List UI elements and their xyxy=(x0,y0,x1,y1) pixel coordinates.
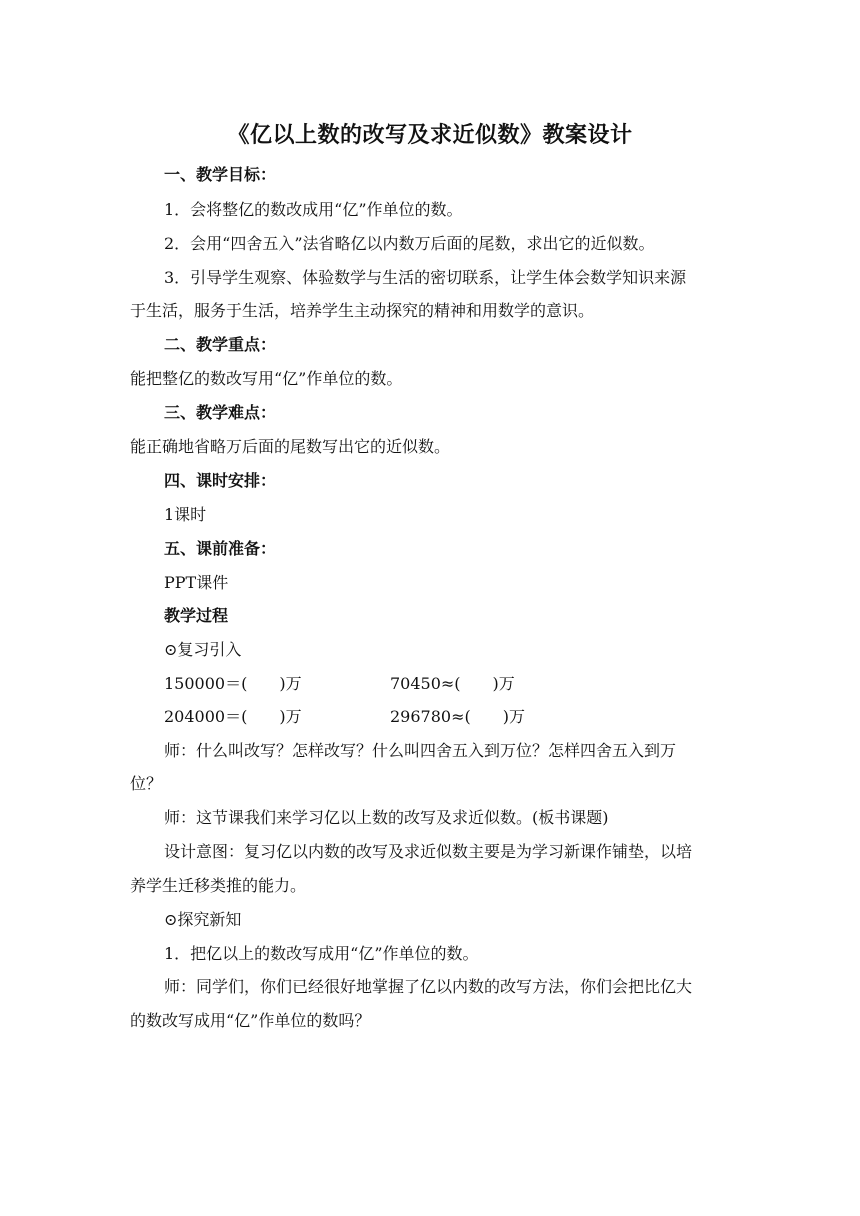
objective-1: 1．会将整亿的数改成用“亿”作单位的数。 xyxy=(164,200,463,219)
design-intent-line2: 养学生迁移类推的能力。 xyxy=(130,876,307,895)
schedule-text: 1课时 xyxy=(164,505,207,524)
teacher-question-line1: 师：什么叫改写？怎样改写？什么叫四舍五入到万位？怎样四舍五入到万 xyxy=(164,741,677,760)
preparation-heading: 五、课前准备： xyxy=(164,539,277,558)
design-intent-line1: 设计意图：复习亿以内数的改写及求近似数主要是为学习新课作铺垫，以培 xyxy=(164,842,693,861)
explore-heading: ⊙探究新知 xyxy=(164,910,242,929)
review-exercise-2-left: 204000＝( )万 xyxy=(164,707,302,726)
key-points-heading: 二、教学重点： xyxy=(164,335,277,354)
objective-2: 2．会用“四舍五入”法省略亿以内数万后面的尾数，求出它的近似数。 xyxy=(164,234,655,253)
review-exercise-2-right: 296780≈( )万 xyxy=(390,707,525,726)
review-heading: ⊙复习引入 xyxy=(164,640,242,659)
key-points-text: 能把整亿的数改写用“亿”作单位的数。 xyxy=(130,369,403,388)
review-exercise-1-left: 150000＝( )万 xyxy=(164,674,302,693)
explore-teacher-line1: 师：同学们，你们已经很好地掌握了亿以内数的改写方法，你们会把比亿大 xyxy=(164,977,693,996)
objective-3-line2: 于生活，服务于生活，培养学生主动探究的精神和用数学的意识。 xyxy=(130,301,595,320)
objective-3-line1: 3．引导学生观察、体验数学与生活的密切联系，让学生体会数学知识来源 xyxy=(164,268,687,287)
schedule-heading: 四、课时安排： xyxy=(164,471,277,490)
review-exercise-1-right: 70450≈( )万 xyxy=(390,674,515,693)
document-title: 《亿以上数的改写及求近似数》教案设计 xyxy=(227,122,633,148)
difficulty-text: 能正确地省略万后面的尾数写出它的近似数。 xyxy=(130,437,451,456)
objectives-heading: 一、教学目标： xyxy=(164,165,277,184)
teacher-intro: 师：这节课我们来学习亿以上数的改写及求近似数。(板书课题) xyxy=(164,808,609,827)
teacher-question-line2: 位？ xyxy=(130,774,163,793)
explore-teacher-line2: 的数改写成用“亿”作单位的数吗？ xyxy=(130,1011,371,1030)
preparation-text: PPT课件 xyxy=(164,573,229,592)
difficulty-heading: 三、教学难点： xyxy=(164,403,277,422)
process-heading: 教学过程 xyxy=(164,606,229,625)
explore-point-1: 1．把亿以上的数改写成用“亿”作单位的数。 xyxy=(164,944,479,963)
